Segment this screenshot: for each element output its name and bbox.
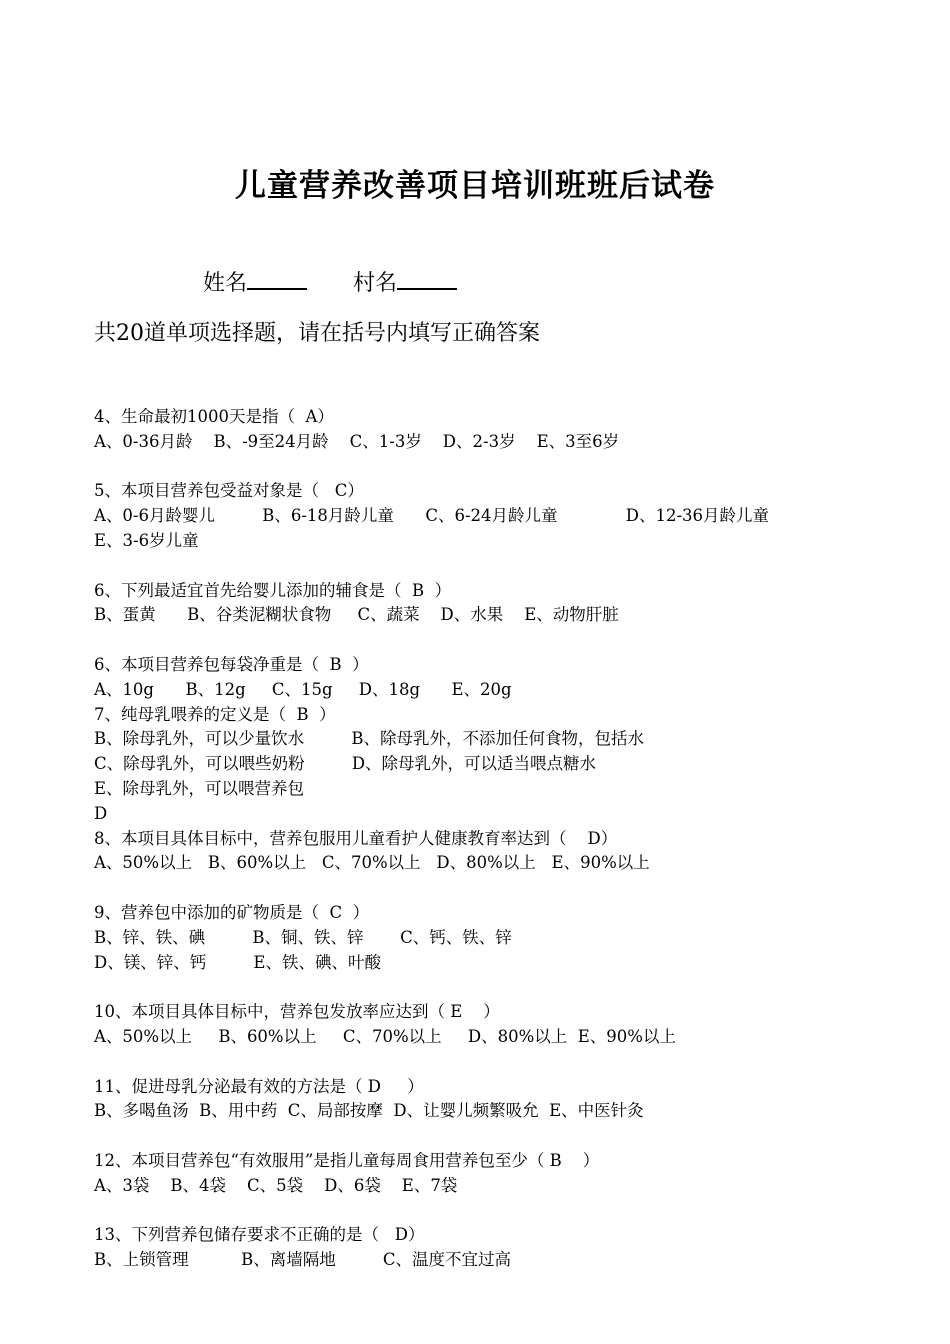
question-line: 7、纯母乳喂养的定义是（ B ） xyxy=(94,704,336,724)
question-line: A、0-6月龄婴儿 B、6-18月龄儿童 C、6-24月龄儿童 D、12-36月龄儿童 xyxy=(94,506,770,526)
question-line: A、3袋 B、4袋 C、5袋 D、6袋 E、7袋 xyxy=(94,1175,458,1195)
line-gap xyxy=(94,975,894,1000)
name-blank[interactable] xyxy=(247,268,307,290)
question-line: B、多喝鱼汤 B、用中药 C、局部按摩 D、让婴儿频繁吸允 E、中医针灸 xyxy=(94,1101,644,1121)
exam-title: 儿童营养改善项目培训班班后试卷 xyxy=(235,168,715,204)
question-line: D、镁、锌、钙 E、铁、碘、叶酸 xyxy=(94,952,381,972)
question-line: D xyxy=(94,803,108,823)
question-line: C、除母乳外，可以喂些奶粉 D、除母乳外，可以适当喂点糖水 xyxy=(94,754,597,774)
name-fields xyxy=(203,266,503,297)
question-line: A、50%以上 B、60%以上 C、70%以上 D、80%以上 E、90%以上 xyxy=(94,853,650,873)
line-gap xyxy=(94,554,894,579)
question-line: 9、营养包中添加的矿物质是（ C ） xyxy=(94,902,370,922)
line-gap xyxy=(94,1124,894,1149)
question-line: 8、本项目具体目标中，营养包服用儿童看护人健康教育率达到（ D） xyxy=(94,828,618,848)
question-line: 4、生命最初1000天是指（ A） xyxy=(94,407,334,426)
line-gap xyxy=(94,1199,894,1224)
question-line: 12、本项目营养包“有效服用”是指儿童每周食用营养包至少（ B ） xyxy=(94,1150,600,1170)
question-line: A、0-36月龄 B、-9至24月龄 C、1-3岁 D、2-3岁 E、3至6岁 xyxy=(94,431,620,451)
line-gap xyxy=(94,628,894,653)
line-gap xyxy=(94,876,894,901)
question-list xyxy=(94,405,894,1273)
question-line: 10、本项目具体目标中，营养包发放率应达到（ E ） xyxy=(94,1002,500,1022)
line-gap xyxy=(94,455,894,480)
question-line: 6、本项目营养包每袋净重是（ B ） xyxy=(94,654,369,674)
question-line: 11、促进母乳分泌最有效的方法是（ D ） xyxy=(94,1076,424,1096)
question-line: A、50%以上 B、60%以上 C、70%以上 D、80%以上 E、90%以上 xyxy=(94,1026,676,1046)
name-label: 姓名 xyxy=(203,271,248,296)
question-line: B、蛋黄 B、谷类泥糊状食物 C、蔬菜 D、水果 E、动物肝脏 xyxy=(94,605,619,625)
line-gap xyxy=(94,1050,894,1075)
question-line: 5、本项目营养包受益对象是（ C） xyxy=(94,481,364,501)
village-blank[interactable] xyxy=(397,268,457,290)
question-line: 6、下列最适宜首先给婴儿添加的辅食是（ B ） xyxy=(94,580,452,600)
question-line: B、除母乳外，可以少量饮水 B、除母乳外，不添加任何食物，包括水 xyxy=(94,729,644,749)
question-line: 13、下列营养包储存要求不正确的是（ D） xyxy=(94,1225,425,1245)
question-line: B、锌、铁、碘 B、铜、铁、锌 C、钙、铁、锌 xyxy=(94,927,512,947)
question-line: B、上锁管理 B、离墙隔地 C、温度不宜过高 xyxy=(94,1250,512,1270)
village-label: 村名 xyxy=(353,271,398,296)
question-line: E、除母乳外，可以喂营养包 xyxy=(94,778,305,798)
question-line: E、3-6岁儿童 xyxy=(94,530,199,550)
question-line: A、10g B、12g C、15g D、18g E、20g xyxy=(94,679,512,699)
instruction-text: 共20道单项选择题，请在括号内填写正确答案 xyxy=(94,321,540,346)
